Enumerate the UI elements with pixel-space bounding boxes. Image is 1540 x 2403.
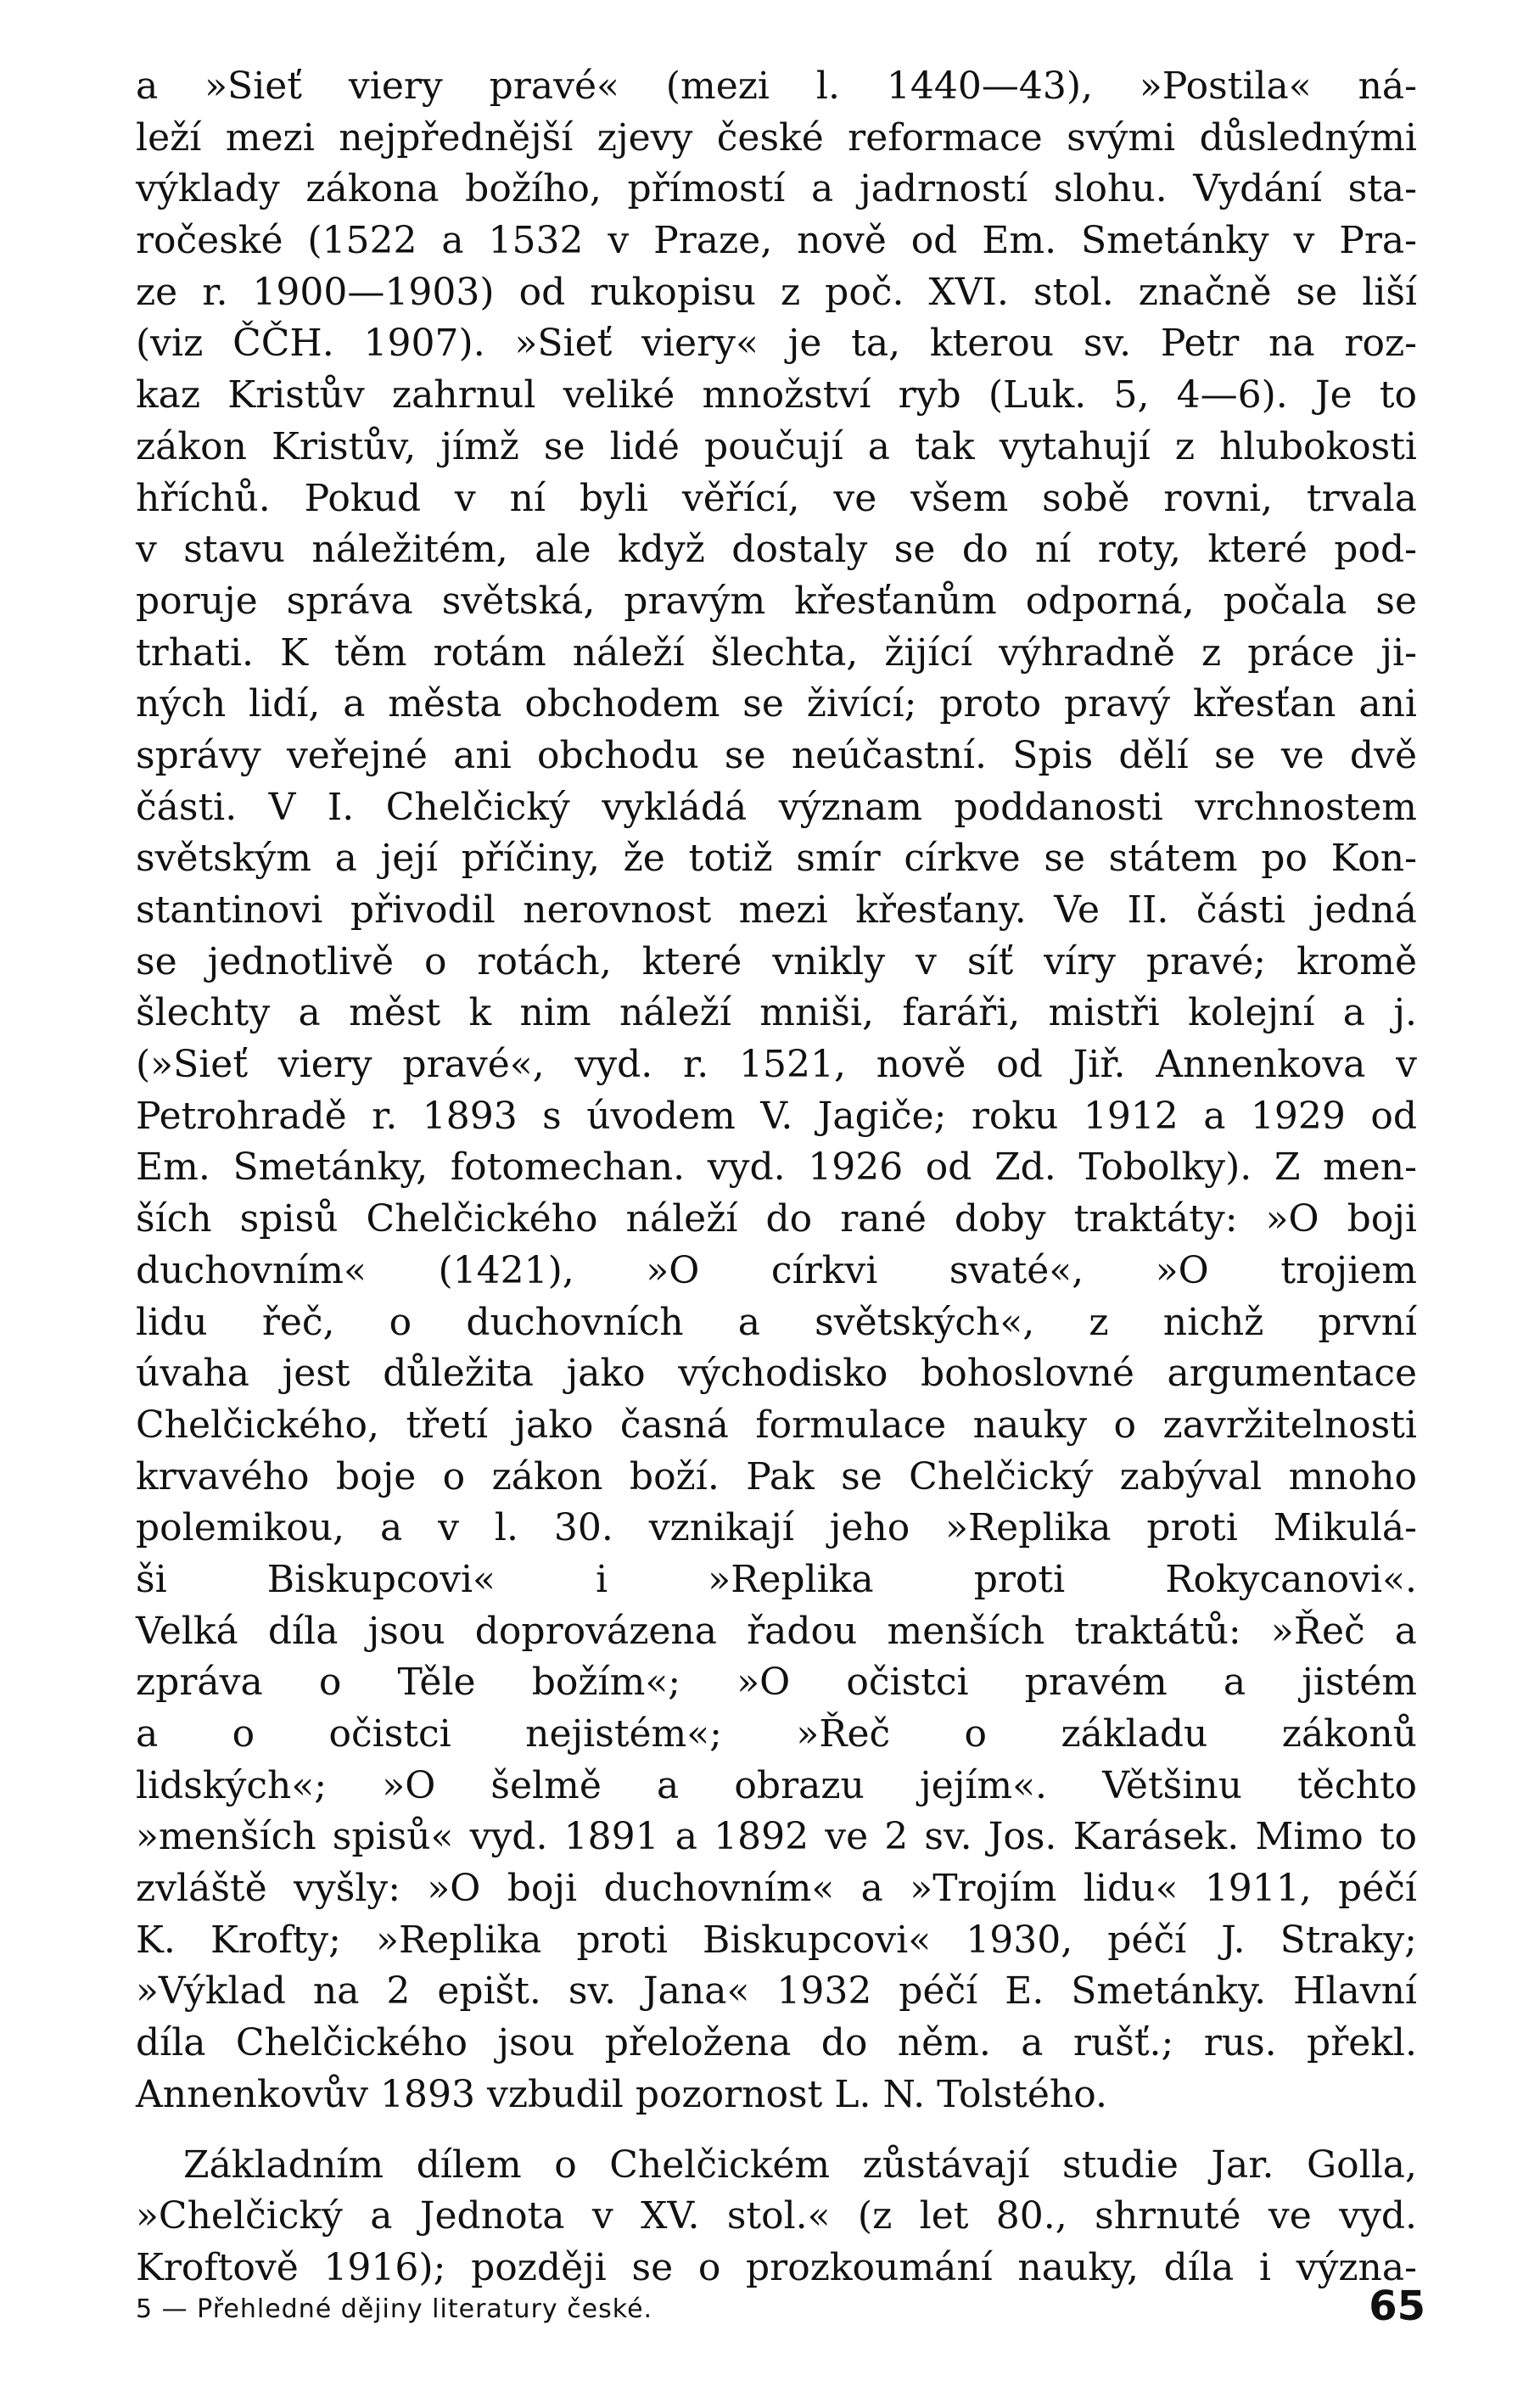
text-line: výklady zákona božího, přímostí a jadrností slohu. Vydání sta- xyxy=(136,167,1417,211)
text-line: světským a její příčiny, že totiž smír církve se státem po Kon- xyxy=(136,837,1417,881)
text-line: Annenkovův 1893 vzbudil pozornost L. N. Tolstého. xyxy=(136,2072,1107,2116)
text-line: a o očistci nejistém«; »Řeč o základu zákonů xyxy=(136,1712,1417,1756)
text-line: trhati. K těm rotám náleží šlechta, žijící výhradně z práce ji- xyxy=(136,630,1417,675)
text-line: správy veřejné ani obchodu se neúčastní. Spis dělí se ve dvě xyxy=(136,733,1417,777)
text-line: duchovním« (1421), »O církvi svaté«, »O trojiem xyxy=(136,1248,1417,1292)
text-line: hříchů. Pokud v ní byli věřící, ve všem sobě rovni, trvala xyxy=(136,476,1417,520)
text-line: Kroftově 1916); později se o prozkoumání nauky, díla i význa- xyxy=(136,2245,1417,2289)
text-line: ši Biskupcovi« i »Replika proti Rokycanovi«. xyxy=(136,1557,1417,1601)
text-line: ších spisů Chelčického náleží do rané doby traktáty: »O boji xyxy=(136,1197,1417,1241)
page-body xyxy=(136,61,1417,2294)
text-line: lidu řeč, o duchovních a světských«, z nichž první xyxy=(136,1300,1417,1344)
text-line: poruje správa světská, pravým křesťanům odporná, počala se xyxy=(136,579,1417,623)
text-line: polemikou, a v l. 30. vznikají jeho »Replika proti Mikulá- xyxy=(136,1506,1417,1550)
text-line: úvaha jest důležita jako východisko bohoslovné argumentace xyxy=(136,1352,1417,1396)
text-line: zvláště vyšly: »O boji duchovním« a »Trojím lidu« 1911, péčí xyxy=(136,1867,1417,1911)
text-line: Základním dílem o Chelčickém zůstávají studie Jar. Golla, xyxy=(183,2143,1417,2187)
text-line: v stavu náležitém, ale když dostaly se do ní roty, které pod- xyxy=(136,528,1417,572)
text-line: Em. Smetánky, fotomechan. vyd. 1926 od Zd. Tobolky). Z men- xyxy=(136,1145,1417,1190)
text-line: kaz Kristův zahrnul veliké množství ryb (Luk. 5, 4—6). Je to xyxy=(136,373,1417,417)
text-line: šlechty a měst k nim náleží mniši, faráři, mistři kolejní a j. xyxy=(136,991,1417,1035)
text-line: »menších spisů« vyd. 1891 a 1892 ve 2 sv. Jos. Karásek. Mimo to xyxy=(136,1815,1417,1859)
text-line: Petrohradě r. 1893 s úvodem V. Jagiče; roku 1912 a 1929 od xyxy=(136,1094,1417,1138)
text-line: zákon Kristův, jímž se lidé poučují a tak vytahují z hlubokosti xyxy=(136,424,1417,468)
paragraph-2 xyxy=(136,2140,1417,2294)
text-line: »Výklad na 2 epišt. sv. Jana« 1932 péčí E. Smetánky. Hlavní xyxy=(136,1969,1417,2014)
text-line: ze r. 1900—1903) od rukopisu z poč. XVI. stol. značně se liší xyxy=(136,270,1417,314)
text-line: (viz ČČH. 1907). »Sieť viery« je ta, kterou sv. Petr na roz- xyxy=(136,322,1417,366)
text-line: ných lidí, a města obchodem se živící; proto pravý křesťan ani xyxy=(136,682,1417,726)
text-line: krvavého boje o zákon boží. Pak se Chelčický zabýval mnoho xyxy=(136,1454,1417,1498)
text-line: ročeské (1522 a 1532 v Praze, nově od Em. Smetánky v Pra- xyxy=(136,219,1417,263)
page-footer xyxy=(136,2283,1425,2342)
text-line: stantinovi přivodil nerovnost mezi křesťany. Ve II. části jedná xyxy=(136,888,1417,932)
text-line: části. V I. Chelčický vykládá význam poddanosti vrchnostem xyxy=(136,785,1417,829)
text-line: se jednotlivě o rotách, které vnikly v síť víry pravé; kromě xyxy=(136,939,1417,983)
text-line: díla Chelčického jsou přeložena do něm. a rušť.; rus. překl. xyxy=(136,2021,1417,2065)
text-line: K. Krofty; »Replika proti Biskupcovi« 1930, péčí J. Straky; xyxy=(136,1918,1417,1962)
text-line: Chelčického, třetí jako časná formulace nauky o zavržitelnosti xyxy=(136,1403,1417,1447)
text-line: »Chelčický a Jednota v XV. stol.« (z let 80., shrnuté ve vyd. xyxy=(136,2194,1417,2238)
text-line: lidských«; »O šelmě a obrazu jejím«. Většinu těchto xyxy=(136,1763,1417,1807)
text-line: (»Sieť viery pravé«, vyd. r. 1521, nově od Jiř. Annenkova v xyxy=(136,1043,1417,1087)
text-line: zpráva o Těle božím«; »O očistci pravém a jistém xyxy=(136,1661,1417,1705)
text-line: a »Sieť viery pravé« (mezi l. 1440—43), »Postila« ná- xyxy=(136,64,1417,108)
footer-note: 5 — Přehledné dějiny literatury české. xyxy=(136,2294,653,2324)
text-line: leží mezi nejpřednější zjevy české reformace svými důslednými xyxy=(136,115,1417,160)
text-line: Velká díla jsou doprovázena řadou menších traktátů: »Řeč a xyxy=(136,1609,1417,1653)
paragraph-gap xyxy=(136,2121,1417,2140)
paragraph-1 xyxy=(136,61,1417,2121)
page-number: 65 xyxy=(1369,2283,1425,2330)
